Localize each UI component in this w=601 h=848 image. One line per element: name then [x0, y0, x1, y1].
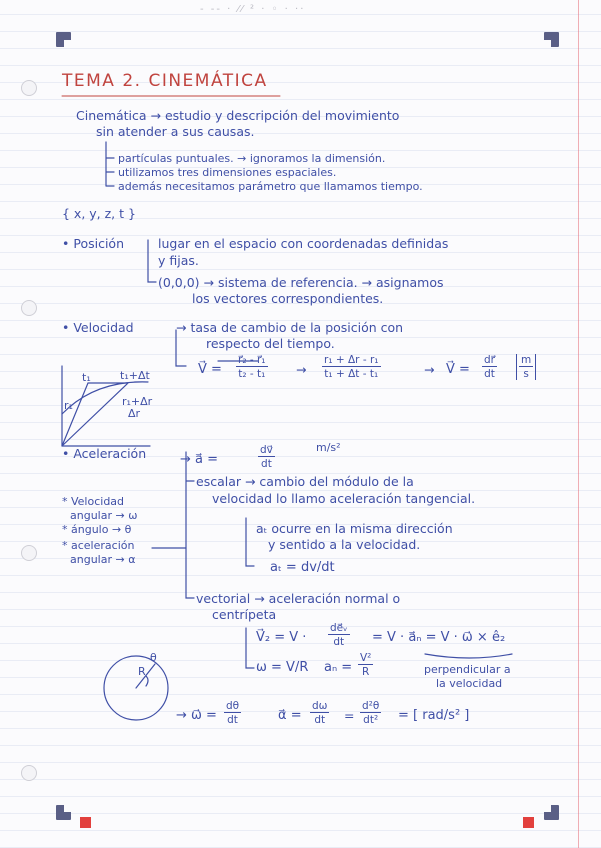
intro-line-1: Cinemática → estudio y descripción del movimiento — [76, 108, 400, 123]
side-note: * ángulo → θ — [62, 523, 132, 536]
velocity-label: • Velocidad — [62, 320, 134, 335]
sketch-label: r₁+Δr — [122, 395, 153, 408]
sketch-label: t₁+Δt — [120, 369, 150, 382]
acceleration-fraction — [258, 444, 275, 470]
tangential-line-2: y sentido a la velocidad. — [268, 537, 421, 552]
angular-acceleration-fraction — [310, 700, 329, 726]
acceleration-units: m/s² — [316, 441, 341, 454]
perpendicular-note-1: perpendicular a — [424, 663, 511, 676]
normal-formula-lhs: V⃗₂ = V · — [256, 630, 307, 645]
position-line-4: los vectores correspondientes. — [192, 291, 384, 306]
fraction-numerator: r₁ + Δr - r₁ — [324, 354, 379, 366]
angular-acceleration-units: = [ rad/s² ] — [398, 708, 470, 723]
position-label: • Posición — [62, 236, 124, 251]
sketch-label: r₁ — [64, 399, 73, 412]
fraction-denominator: R — [362, 666, 370, 678]
sketch-label: Δr — [128, 407, 141, 420]
acceleration-lhs: → a⃗ = — [180, 452, 219, 467]
parameters-set: { x, y, z, t } — [62, 206, 136, 221]
centripetal-fraction — [358, 652, 373, 678]
fraction-numerator: V² — [360, 652, 372, 664]
fraction-denominator: dt — [314, 714, 326, 726]
scalar-line-1: escalar → cambio del módulo de la — [196, 474, 414, 489]
fraction-denominator: dt — [333, 636, 345, 648]
fraction-numerator: r⃗₂ - r⃗₁ — [238, 354, 266, 366]
side-note: * aceleración — [62, 539, 135, 552]
normal-formula-fraction — [328, 622, 350, 648]
normal-formula-rhs: = V · a⃗ₙ = V · ω⃗ × ê₂ — [372, 630, 506, 645]
scalar-line-2: velocidad lo llamo aceleración tangencial. — [212, 491, 476, 506]
tangential-line-1: aₜ ocurre en la misma dirección — [256, 521, 453, 536]
page-title: TEMA 2. CINEMÁTICA — [62, 71, 268, 91]
second-derivative-fraction — [360, 700, 381, 726]
avg-velocity-lhs: V⃗ = — [198, 362, 222, 377]
fraction-denominator: t₁ + Δt - t₁ — [324, 368, 379, 380]
fraction-denominator: dt — [227, 714, 238, 726]
limit-arrow: → — [424, 362, 435, 377]
velocity-line-2: respecto del tiempo. — [206, 336, 335, 351]
fraction-numerator: d²θ — [362, 700, 380, 712]
side-note: angular → α — [70, 553, 136, 566]
intro-line-2: sin atender a sus causas. — [96, 124, 255, 139]
position-line-2: y fijas. — [158, 253, 199, 268]
circle-label-radius: R — [138, 665, 146, 678]
vector-line-1: vectorial → aceleración normal o — [196, 591, 401, 606]
fraction-numerator: dr⃗ — [484, 354, 495, 366]
equals-sign: = — [344, 708, 355, 723]
acceleration-label: • Aceleración — [62, 446, 147, 461]
fraction-denominator: dt² — [363, 714, 379, 726]
fraction-denominator: dt — [484, 368, 495, 380]
intro-bullet: además necesitamos parámetro que llamamos tiempo. — [118, 180, 423, 193]
tangential-formula: aₜ = dv/dt — [270, 560, 335, 575]
fraction-denominator: t₂ - t₁ — [238, 368, 266, 380]
fraction-numerator: dω — [312, 700, 328, 712]
vector-line-2: centrípeta — [212, 607, 277, 622]
fraction-denominator: dt — [261, 458, 272, 470]
centripetal-lhs: aₙ = — [324, 660, 353, 675]
mid-velocity-fraction — [322, 354, 381, 380]
fraction-numerator: de⃗ᵥ — [330, 622, 348, 634]
units-denominator: s — [523, 368, 529, 380]
angular-acceleration-lhs: α⃗ = — [278, 708, 302, 723]
velocity-line-1: → tasa de cambio de la posición con — [176, 320, 404, 335]
angular-velocity-fraction — [224, 700, 241, 726]
perpendicular-note-2: la velocidad — [436, 677, 503, 690]
equals-arrow: → — [296, 362, 307, 377]
fraction-numerator: dv⃗ — [260, 444, 273, 456]
inst-velocity-fraction — [482, 354, 497, 380]
avg-velocity-fraction — [236, 354, 268, 380]
side-note: angular → ω — [70, 509, 138, 522]
inst-velocity-lhs: V⃗ = — [446, 362, 470, 377]
scan-artifact: - -- · ⁄⁄ ² · ◦ · ·· — [200, 4, 306, 15]
angular-velocity-lhs: → ω⃗ = — [176, 708, 217, 723]
fraction-numerator: dθ — [226, 700, 240, 712]
sketch-label: t₁ — [82, 371, 91, 384]
position-origin: (0,0,0) → sistema de referencia. → asignamos — [158, 275, 444, 290]
circle-label-angle: θ — [150, 651, 157, 664]
omega-formula: ω = V/R — [256, 660, 309, 675]
position-line-1: lugar en el espacio con coordenadas definidas — [158, 236, 449, 251]
intro-bullet: partículas puntuales. → ignoramos la dimensión. — [118, 152, 386, 165]
velocity-units — [516, 354, 536, 380]
intro-bullet: utilizamos tres dimensiones espaciales. — [118, 166, 337, 179]
side-note: * Velocidad — [62, 495, 125, 508]
units-numerator: m — [521, 354, 532, 366]
